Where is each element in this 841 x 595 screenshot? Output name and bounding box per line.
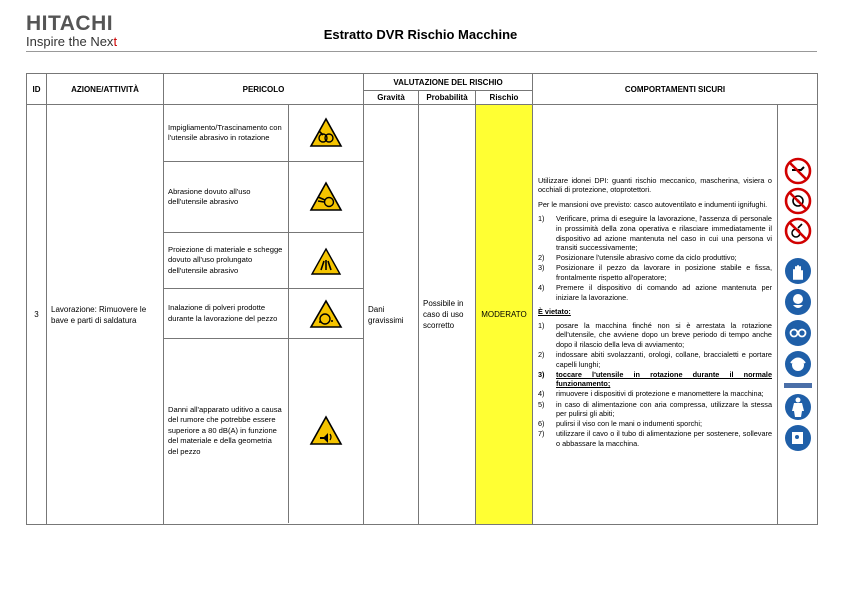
hazard-list — [164, 105, 363, 523]
list-item: 5) in caso di alimentazione con aria compressa, utilizzare la stessa per pulirsi gli abiti; — [538, 399, 772, 419]
no-jewelry-icon — [784, 217, 812, 245]
hazard-cell — [164, 105, 364, 525]
list-item: 3) toccare l'utensile in rotazione durante il normale funzionamento; — [538, 369, 772, 389]
header-pericolo: PERICOLO — [164, 74, 364, 105]
hazard-text: Inalazione di polveri prodotte durante la lavorazione del pezzo — [168, 303, 278, 323]
hazard-text: Proiezione di materiale e schegge dovuto all'uso prolungato dell'utensile abrasivo — [168, 244, 283, 275]
header-divider — [26, 51, 817, 52]
hazard-text: Danni all'apparato uditivo a causa del rumore che potrebbe essere superiore a 80 dB(A) in funzione del materiale e della geometria del pezzo — [168, 404, 282, 456]
mask-mandatory-icon — [784, 288, 812, 316]
forbidden-list — [538, 321, 772, 449]
ear-protection-mandatory-icon — [784, 350, 812, 378]
procedure-list — [538, 214, 772, 302]
hazard-row — [164, 162, 363, 233]
header-comportamenti: COMPORTAMENTI SICURI — [533, 74, 818, 105]
list-item: 2) Posizionare l'utensile abrasivo come da ciclo produttivo; — [538, 253, 737, 263]
no-touch-rotating-icon — [784, 157, 812, 185]
comportamenti-text — [533, 172, 777, 458]
row-rischio: MODERATO — [476, 105, 533, 525]
hazard-row — [164, 105, 363, 162]
logo-tagline: Inspire the Next — [26, 34, 118, 49]
hazard-row — [164, 233, 363, 289]
coverall-mandatory-icon — [784, 393, 812, 421]
dust-warning-icon — [309, 298, 343, 330]
dpi-paragraph: Utilizzare idonei DPI: guanti rischio meccanico, mascherina, visiera o occhiali di protezione, otoprotettori. — [538, 175, 772, 195]
eye-protection-mandatory-icon — [784, 319, 812, 347]
abrasion-warning-icon — [309, 181, 343, 213]
row-probabilita: Possibile in caso di uso scorretto — [419, 105, 476, 525]
list-item: 7) utilizzare il cavo o il tubo di alimentazione per sostenere, sollevare o abbassare la macchina. — [538, 429, 772, 448]
comportamenti-cell — [533, 105, 778, 525]
header-probabilita: Probabilità — [419, 91, 476, 105]
row-azione: Lavorazione: Rimuovere le bave e parti di saldatura — [47, 105, 164, 525]
ppe-icons-cell — [778, 105, 818, 525]
header-rischio: Rischio — [476, 91, 533, 105]
header-id: ID — [27, 74, 47, 105]
list-item: 2) indossare abiti svolazzanti, orologi, collane, braccialetti e portare capelli lunghi; — [538, 350, 772, 369]
header-valutazione: VALUTAZIONE DEL RISCHIO — [364, 74, 533, 91]
logo-brand: HITACHI — [26, 12, 114, 35]
hazard-text: Abrasione dovuto all'uso dell'utensile abrasivo — [168, 186, 251, 206]
list-item: 1) Verificare, prima di eseguire la lavorazione, l'assenza di personale in prossimità della zona operativa e rilasciare immediatamente il dispositivo ad azione mantenuta nel caso in cui una persona vi transiti successivamente; — [538, 214, 772, 253]
list-item: 6) pulirsi il viso con le mani o indumenti sporchi; — [538, 419, 703, 429]
document-title: Estratto DVR Rischio Macchine — [323, 27, 518, 42]
list-item: 4) Premere il dispositivo di comando ad azione mantenuta per iniziare la lavorazione. — [538, 282, 772, 302]
noise-warning-icon — [309, 415, 343, 447]
list-item: 1) posare la macchina finché non si è arrestata la rotazione dell'utensile, che avviene dopo un breve periodo di tempo anche dopo il rilascio della leva di avviamento; — [538, 320, 772, 349]
no-loose-clothing-icon — [784, 187, 812, 215]
list-item: 4) rimuovere i dispositivi di protezione e manomettere la macchina; — [538, 389, 764, 399]
row-gravita: Dani gravissimi — [364, 105, 419, 525]
header-azione: AZIONE/ATTIVITÀ — [47, 74, 164, 105]
hazard-row — [164, 339, 363, 523]
entanglement-warning-icon — [309, 117, 343, 149]
face-shield-mandatory-icon — [784, 424, 812, 452]
list-item: 3) Posizionare il pezzo da lavorare in posizione stabile e fissa, frontalmente rispetto all'operatore; — [538, 263, 772, 282]
hazard-text: Impigliamento/Trascinamento con l'utensile abrasivo in rotazione — [168, 122, 282, 142]
row-id: 3 — [27, 105, 47, 525]
header-gravita: Gravità — [364, 91, 419, 105]
hazard-row — [164, 289, 363, 339]
mansioni-paragraph: Per le mansioni ove previsto: casco autoventilato e indumenti ignifughi. — [538, 199, 768, 209]
projection-warning-icon — [309, 245, 343, 277]
vietato-heading: È vietato: — [538, 307, 571, 317]
gloves-mandatory-icon — [784, 257, 812, 285]
risk-table — [26, 73, 818, 525]
